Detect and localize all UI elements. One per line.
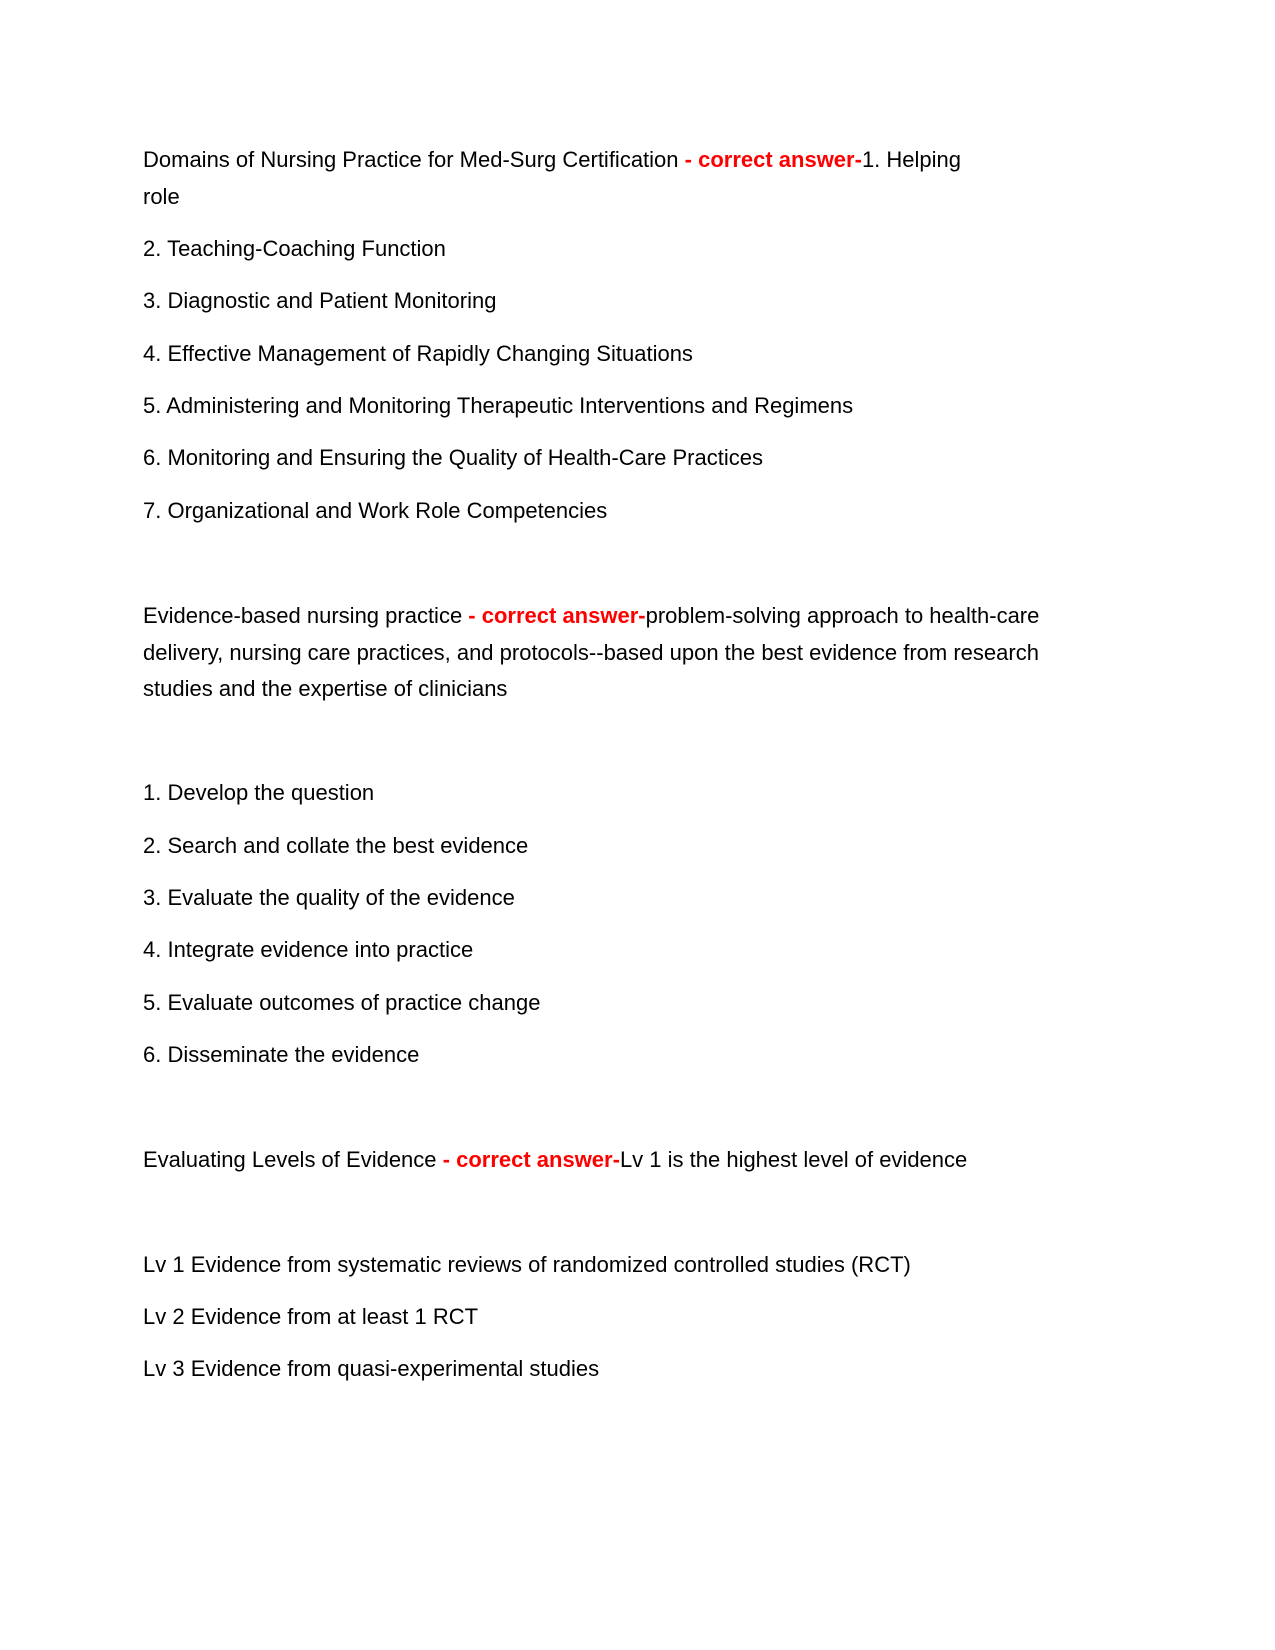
list-item: 4. Effective Management of Rapidly Changing Situations bbox=[143, 341, 693, 366]
answer: problem-solving approach to health-care delivery, nursing care practices, and protocols--based upon the best evidence from research studies and the expertise of clinicians bbox=[143, 603, 1040, 701]
correct-answer-label: - correct answer- bbox=[462, 603, 646, 628]
list-item: 6. Monitoring and Ensuring the Quality of Health-Care Practices bbox=[143, 445, 763, 470]
list-item: 1. Develop the question bbox=[143, 780, 375, 805]
list-item: Lv 1 Evidence from systematic reviews of randomized controlled studies (RCT) bbox=[143, 1252, 911, 1277]
list-item: 7. Organizational and Work Role Competencies bbox=[143, 498, 608, 523]
list-item: 4. Integrate evidence into practice bbox=[143, 937, 474, 962]
list-item: 3. Evaluate the quality of the evidence bbox=[143, 885, 515, 910]
list-item: Lv 2 Evidence from at least 1 RCT bbox=[143, 1304, 479, 1329]
answer: Lv 1 is the highest level of evidence bbox=[619, 1147, 968, 1172]
list-item: 5. Administering and Monitoring Therapeutic Interventions and Regimens bbox=[143, 393, 854, 418]
correct-answer-label: - correct answer- bbox=[436, 1147, 620, 1172]
list-item: 6. Disseminate the evidence bbox=[143, 1042, 420, 1067]
list-item: 2. Teaching-Coaching Function bbox=[143, 236, 446, 261]
correct-answer-label: - correct answer- bbox=[678, 147, 862, 172]
answer: 1. Helping role bbox=[143, 147, 962, 209]
flashcard-2-question bbox=[143, 598, 1078, 708]
term: Evidence-based nursing practice bbox=[143, 603, 463, 628]
list-item: 3. Diagnostic and Patient Monitoring bbox=[143, 288, 497, 313]
flashcard-1-question bbox=[143, 142, 993, 215]
term: Evaluating Levels of Evidence bbox=[143, 1147, 437, 1172]
term: Domains of Nursing Practice for Med-Surg Certification bbox=[143, 147, 679, 172]
list-item: 5. Evaluate outcomes of practice change bbox=[143, 990, 541, 1015]
flashcard-3-question bbox=[143, 1142, 1143, 1179]
list-item: 2. Search and collate the best evidence bbox=[143, 833, 529, 858]
list-item: Lv 3 Evidence from quasi-experimental studies bbox=[143, 1356, 600, 1381]
